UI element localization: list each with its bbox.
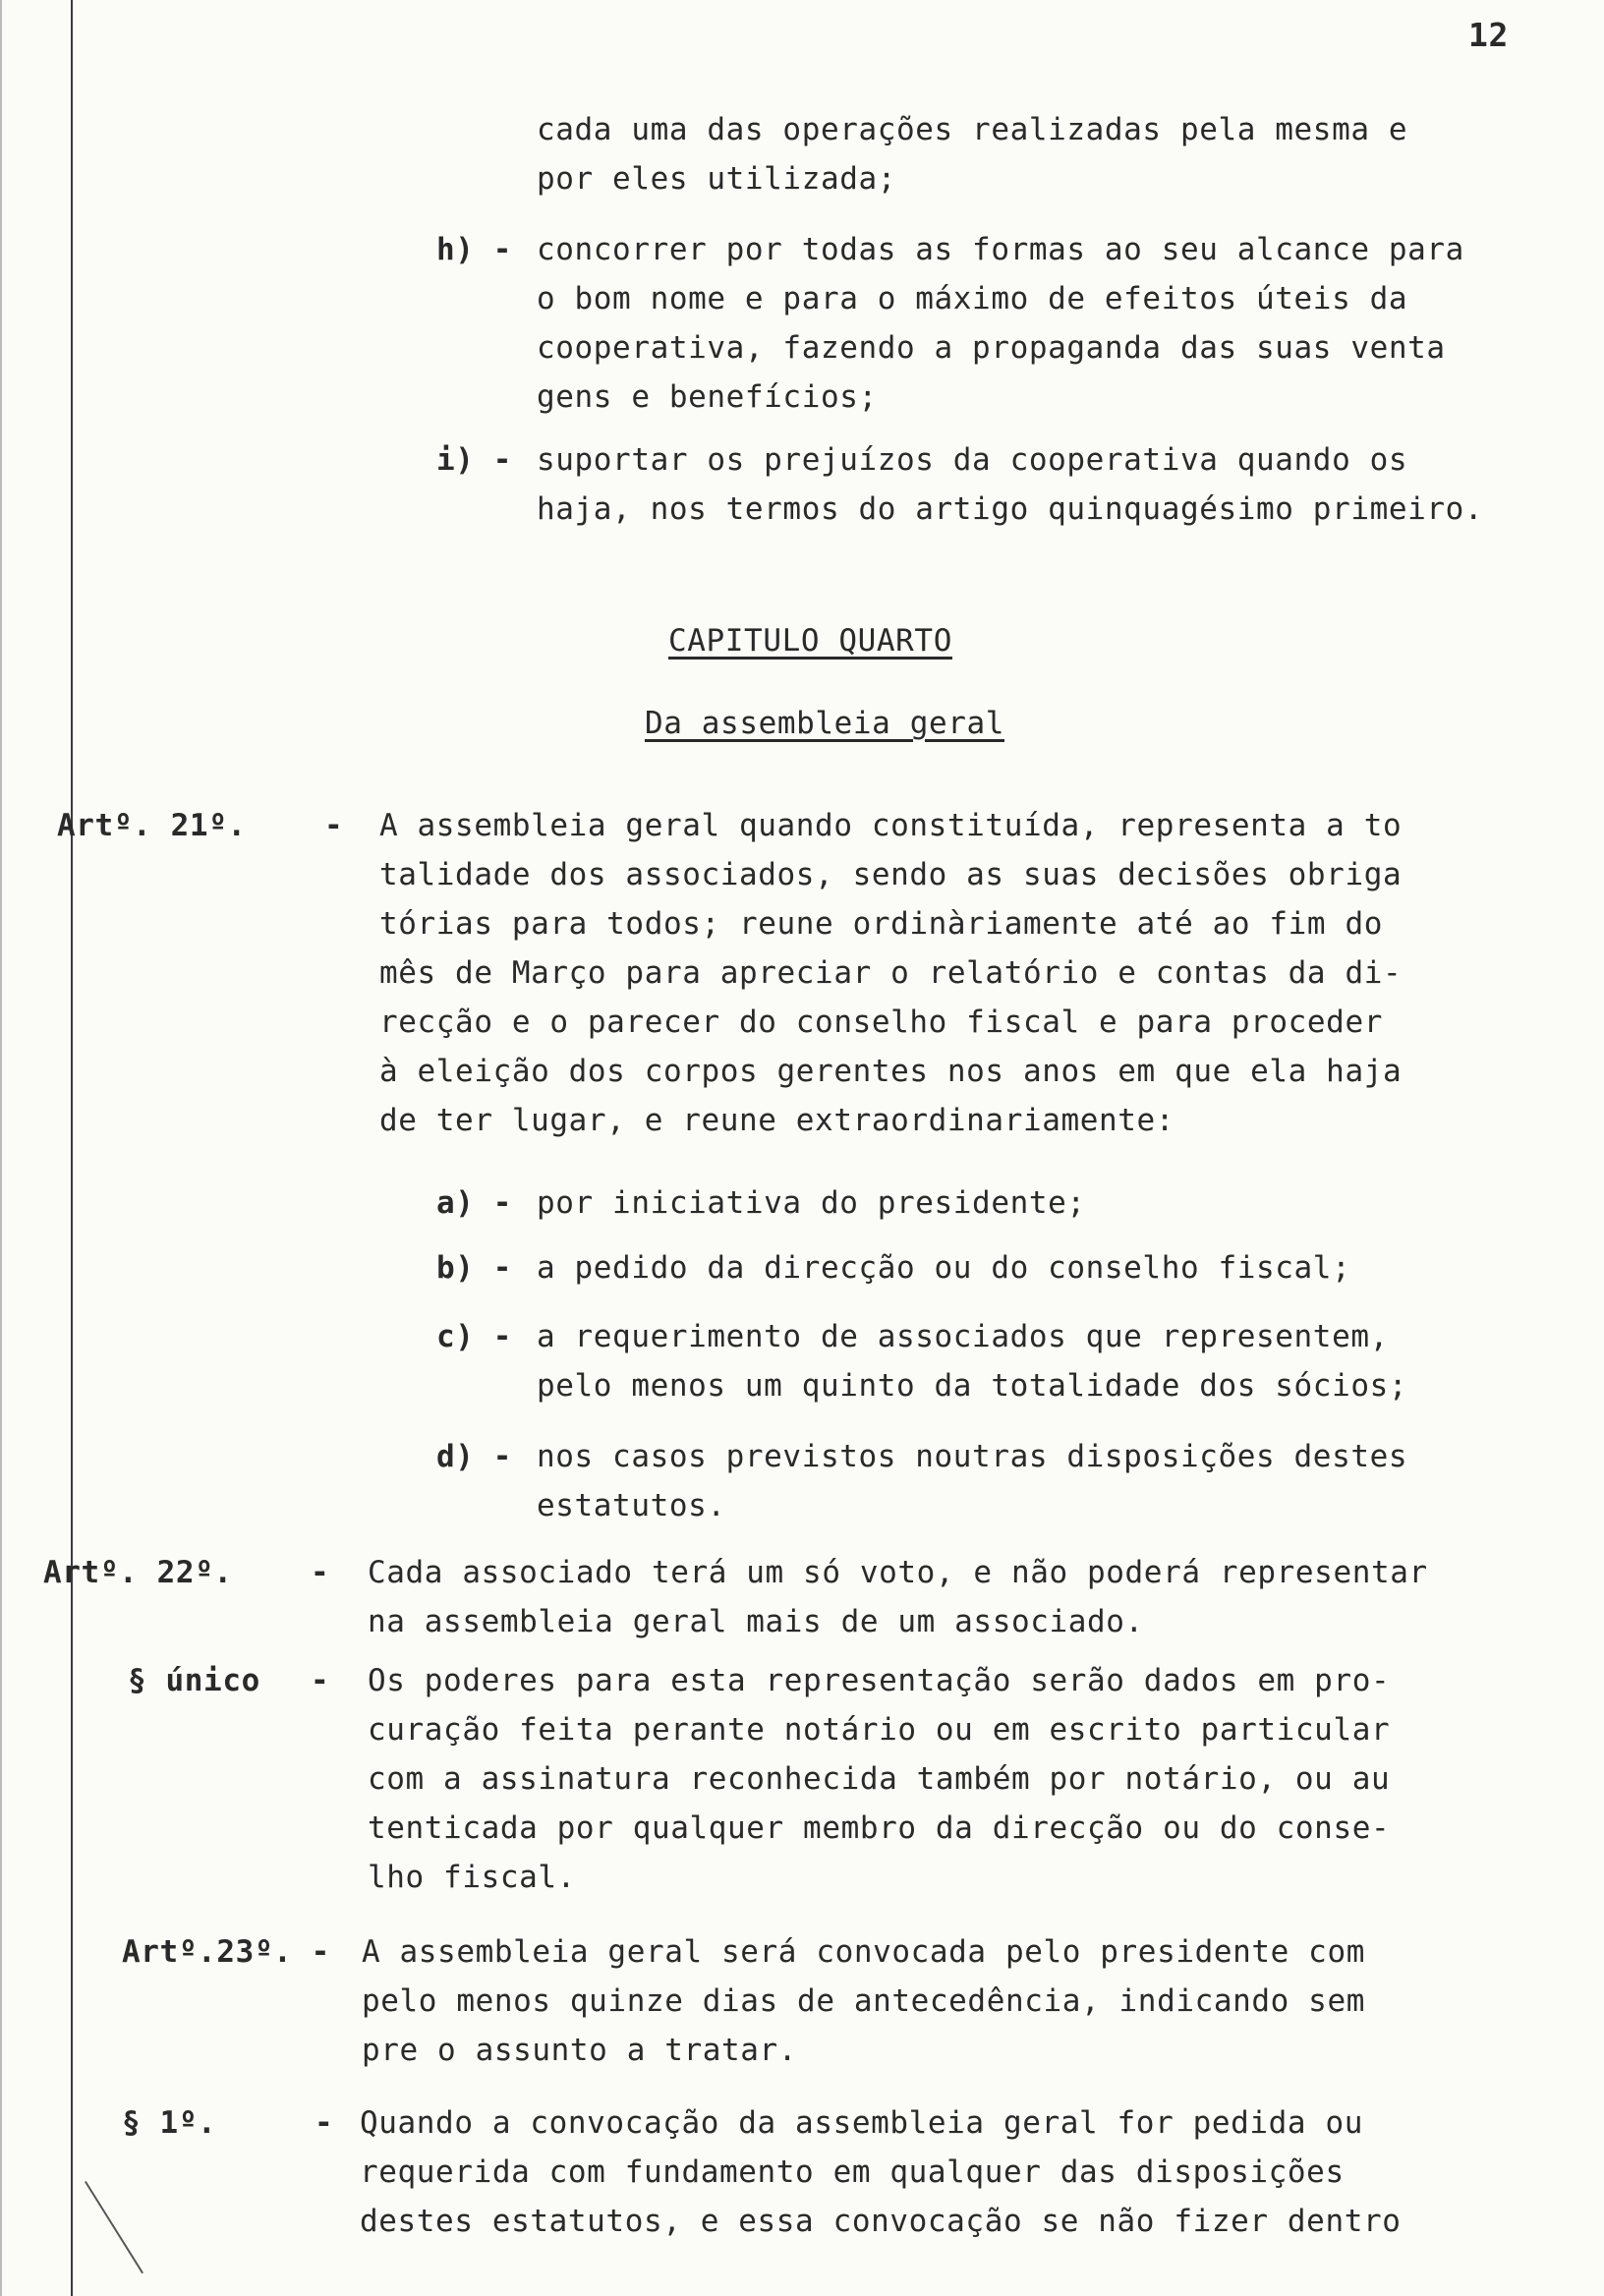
art23-label: Artº.23º. - [122,1934,330,1970]
art23-line: A assembleia geral será convocada pelo presidente com [362,1934,1365,1970]
item-i-line: suportar os prejuízos da cooperativa quando os [537,442,1408,478]
unico-line: tenticada por qualquer membro da direcção ou do conse- [368,1810,1391,1846]
art21-line: A assembleia geral quando constituída, representa a to [379,808,1403,843]
art22-line: Cada associado terá um só voto, e não poderá representar [368,1555,1428,1590]
item-h-line: cooperativa, fazendo a propaganda das suas venta [537,330,1446,366]
unico-line: lho fiscal. [368,1860,576,1895]
art21-line: à eleição dos corpos gerentes nos anos em que ela haja [379,1054,1403,1089]
art21-item-label: c) - [436,1319,513,1354]
art21-line: recção e o parecer do conselho fiscal e para proceder [379,1004,1383,1040]
item-i-line: haja, nos termos do artigo quinquagésimo primeiro. [537,491,1484,527]
art21-line: talidade dos associados, sendo as suas decisões obriga [379,857,1403,892]
art21-item-label: d) - [436,1439,513,1474]
par1-line: destes estatutos, e essa convocação se não fizer dentro [360,2204,1402,2239]
par1-label: § 1º. [122,2105,217,2141]
left-page-edge [0,0,2,2296]
art22-dash: - [311,1555,330,1590]
art21-item-label: a) - [436,1185,513,1221]
art21-item-label: b) - [436,1250,513,1286]
item-h-line: o bom nome e para o máximo de efeitos úteis da [537,281,1408,316]
item-h-line: concorrer por todas as formas ao seu alcance para [537,232,1464,267]
art22-label: Artº. 22º. [43,1555,233,1590]
item-i-label: i) - [436,442,513,478]
par1-line: Quando a convocação da assembleia geral for pedida ou [360,2105,1363,2141]
art21-item-line: a pedido da direcção ou do conselho fiscal; [537,1250,1351,1286]
art21-item-line: estatutos. [537,1488,726,1523]
unico-dash: - [311,1663,330,1698]
chapter-subheading: Da assembleia geral [645,706,1005,741]
pen-mark [85,2181,143,2273]
par1-line: requerida com fundamento em qualquer das disposições [360,2154,1345,2190]
art21-item-line: por iniciativa do presidente; [537,1185,1086,1221]
art23-line: pre o assunto a tratar. [362,2033,798,2068]
unico-label: § único [128,1663,260,1698]
art21-item-line: nos casos previstos noutras disposições destes [537,1439,1408,1474]
margin-line [71,0,73,2296]
continuation-line: por eles utilizada; [537,161,897,197]
chapter-heading: CAPITULO QUARTO [668,623,952,659]
art21-line: tórias para todos; reune ordinàriamente até ao fim do [379,906,1383,942]
page-number: 12 [1468,16,1509,54]
art21-line: mês de Março para apreciar o relatório e contas da di- [379,955,1403,991]
art21-item-line: pelo menos um quinto da totalidade dos sócios; [537,1368,1408,1404]
item-h-label: h) - [436,232,513,267]
item-h-line: gens e benefícios; [537,379,878,415]
art22-line: na assembleia geral mais de um associado. [368,1604,1144,1639]
art21-dash: - [324,808,344,843]
continuation-line: cada uma das operações realizadas pela mesma e [537,112,1408,147]
art21-label: Artº. 21º. [57,808,247,843]
unico-line: Os poderes para esta representação serão dados em pro- [368,1663,1391,1698]
par1-dash: - [315,2105,334,2141]
art23-line: pelo menos quinze dias de antecedência, indicando sem [362,1983,1365,2019]
unico-line: curação feita perante notário ou em escrito particular [368,1712,1391,1748]
art21-item-line: a requerimento de associados que representem, [537,1319,1389,1354]
unico-line: com a assinatura reconhecida também por notário, ou au [368,1761,1391,1797]
art21-line: de ter lugar, e reune extraordinariamente: [379,1103,1175,1138]
